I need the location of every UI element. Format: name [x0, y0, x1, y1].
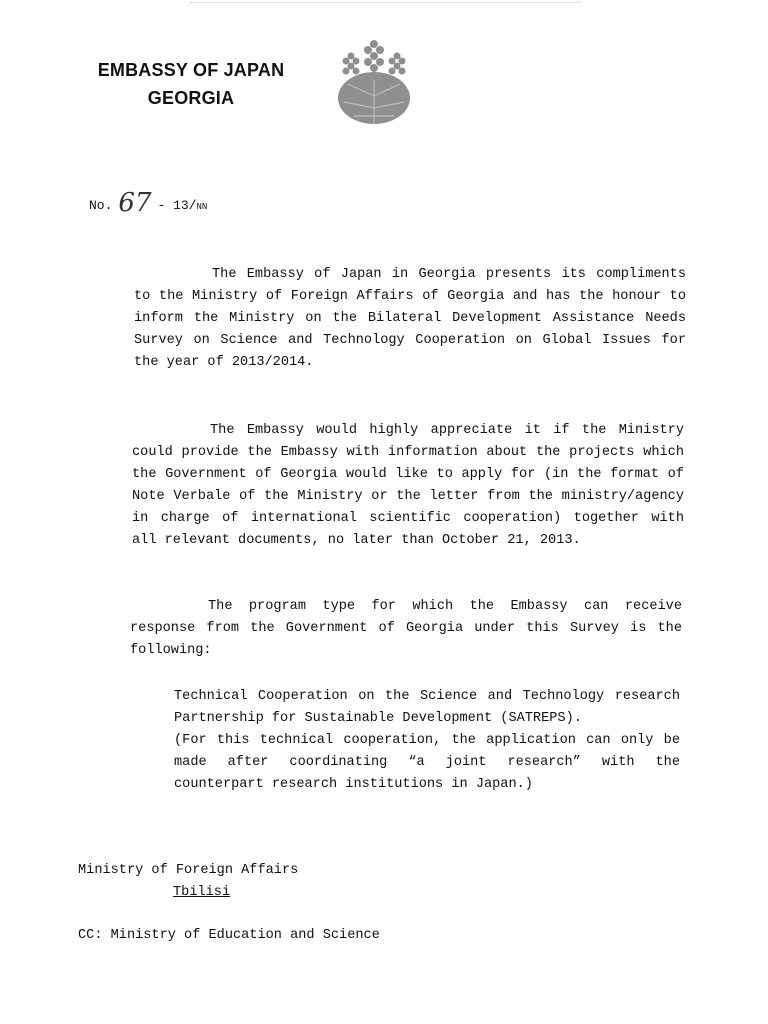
reference-number: [89, 186, 207, 216]
program-block: [174, 686, 680, 796]
letterhead-line-1: EMBASSY OF JAPAN: [97, 60, 285, 80]
embassy-letterhead: [86, 56, 296, 112]
scan-artifact: [190, 0, 580, 3]
paragraph-3: The program type for which the Embassy can receive response from the Government of Georgia under this Survey is the following:: [130, 599, 682, 658]
addressee-block: [78, 860, 298, 904]
letterhead-line-2: GEORGIA: [147, 88, 235, 108]
reference-initials: NN: [196, 202, 208, 212]
program-note: (For this technical cooperation, the application can only be made after coordinating “a joint research” with the counterpart research institutions in Japan.): [174, 733, 680, 792]
paulownia-crest-icon: [334, 36, 414, 126]
paragraph-2: The Embassy would highly appreciate it if the Ministry could provide the Embassy with information about the projects which the Government of Georgia would like to apply for (in the format of Note Verbale of the Ministry or the letter from the ministry/agency in charge of international scientific cooperation) together with all relevant documents, no later than October 21, 2013.: [132, 423, 684, 548]
handwritten-number: 67: [118, 188, 152, 218]
carbon-copy-line: CC: Ministry of Education and Science: [78, 928, 380, 943]
reference-suffix: - 13/: [157, 198, 197, 213]
addressee-city: Tbilisi: [173, 885, 231, 900]
addressee-name: Ministry of Foreign Affairs: [78, 863, 299, 878]
paragraph-1: The Embassy of Japan in Georgia presents its compliments to the Ministry of Foreign Affairs of Georgia and has the honour to inform the Ministry on the Bilateral Development Assistance Needs Survey on Science and Technology Cooperation on Global Issues for the year of 2013/2014.: [134, 267, 686, 370]
reference-prefix: No.: [89, 198, 113, 213]
program-title: Technical Cooperation on the Science and Technology research Partnership for Sustainable Development (SATREPS).: [174, 689, 680, 726]
